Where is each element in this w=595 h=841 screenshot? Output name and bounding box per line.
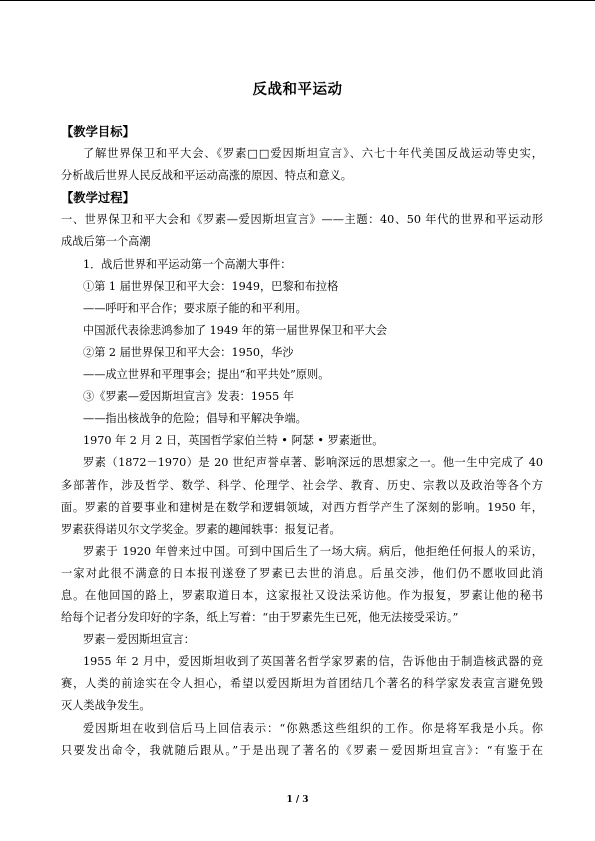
- list-item: 1．战后世界和平运动第一个高潮大事件：: [83, 257, 292, 271]
- paragraph-line: 1970 年 2 月 2 日，英国哲学家伯兰特 • 阿瑟 • 罗素逝世。: [83, 434, 384, 448]
- document-body: [61, 121, 543, 762]
- paragraph-line: 息。在他回国的路上，罗素取道日本，这家报社又设法采访他。作为报复，罗素让他的秘书: [61, 588, 543, 602]
- paragraph-line: 罗素于 1920 年曾来过中国。可到中国后生了一场大病。病后，他拒绝任何报人的采访，: [83, 544, 543, 558]
- paragraph-line: 面。罗素的首要事业和建树是在数学和逻辑领域，对西方哲学产生了深刻的影响。1950 年，: [61, 500, 543, 514]
- page-number: 1 / 3: [286, 795, 309, 805]
- paragraph-line: 赛，人类的前途实在令人担心，希望以爱因斯坦为首团结几个著名的科学家发表宣言避免毁: [61, 677, 543, 691]
- list-item: ②第 2 届世界保卫和平大会：1950，华沙: [83, 345, 294, 359]
- paragraph-line: 1955 年 2 月中，爱因斯坦收到了英国著名哲学家罗素的信，告诉他由于制造核武器的竞: [83, 655, 543, 669]
- paragraph-line: 罗素获得诺贝尔文学奖金。罗素的趣闻轶事：报复记者。: [61, 522, 341, 536]
- section-heading-objectives: 【教学目标】: [61, 125, 135, 139]
- paragraph-line: 分析战后世界人民反战和平运动高涨的原因、特点和意义。: [61, 169, 352, 183]
- paragraph-line: 了解世界保卫和平大会、《罗素□□爱因斯坦宣言》、六七十年代美国反战运动等史实，: [83, 147, 543, 161]
- list-item: ——指出核战争的危险；倡导和平解决争端。: [83, 412, 307, 426]
- list-item: ——成立世界和平理事会；提出“和平共处”原则。: [83, 368, 330, 382]
- list-item: ③《罗素—爱因斯坦宣言》发表：1955 年: [83, 390, 295, 404]
- section-heading-process: 【教学过程】: [61, 191, 135, 206]
- paragraph-line: 罗素－爱因斯坦宣言：: [83, 633, 195, 647]
- paragraph-line: 一家对此很不满意的日本报刊遂登了罗素已去世的消息。后虽交涉，他们仍不愿收回此消: [61, 566, 543, 580]
- paragraph-line: 灭人类战争发生。: [61, 699, 151, 713]
- list-item: ①第 1 届世界保卫和平大会：1949，巴黎和布拉格: [83, 279, 339, 293]
- top-border-rule: [0, 0, 595, 1]
- paragraph-line: 成战后第一个高潮: [61, 235, 151, 249]
- paragraph-line: 爱因斯坦在收到信后马上回信表示：“你熟悉这些组织的工作。你是将军我是小兵。你: [83, 721, 543, 735]
- list-item: 中国派代表徐悲鸿参加了 1949 年的第一届世界保卫和平大会: [83, 323, 388, 337]
- paragraph-line: 多部著作，涉及哲学、数学、科学、伦理学、社会学、教育、历史、宗教以及政治等各个方: [61, 478, 543, 492]
- paragraph-line: 罗素（1872－1970）是 20 世纪声誉卓著、影响深远的思想家之一。他一生中完成了 40: [83, 456, 543, 470]
- list-item: ——呼吁和平合作；要求原子能的和平利用。: [83, 301, 307, 315]
- paragraph-line: 只要发出命令，我就随后跟从。”于是出现了著名的《罗素－爱因斯坦宣言》：“有鉴于在: [61, 743, 543, 757]
- document-title: 反战和平运动: [252, 82, 343, 98]
- paragraph-line: 一、世界保卫和平大会和《罗素—爱因斯坦宣言》——主题：40、50 年代的世界和平运动形: [61, 213, 543, 227]
- paragraph-line: 给每个记者分发印好的字条，纸上写着：“由于罗素先生已死，他无法接受采访。”: [61, 611, 459, 625]
